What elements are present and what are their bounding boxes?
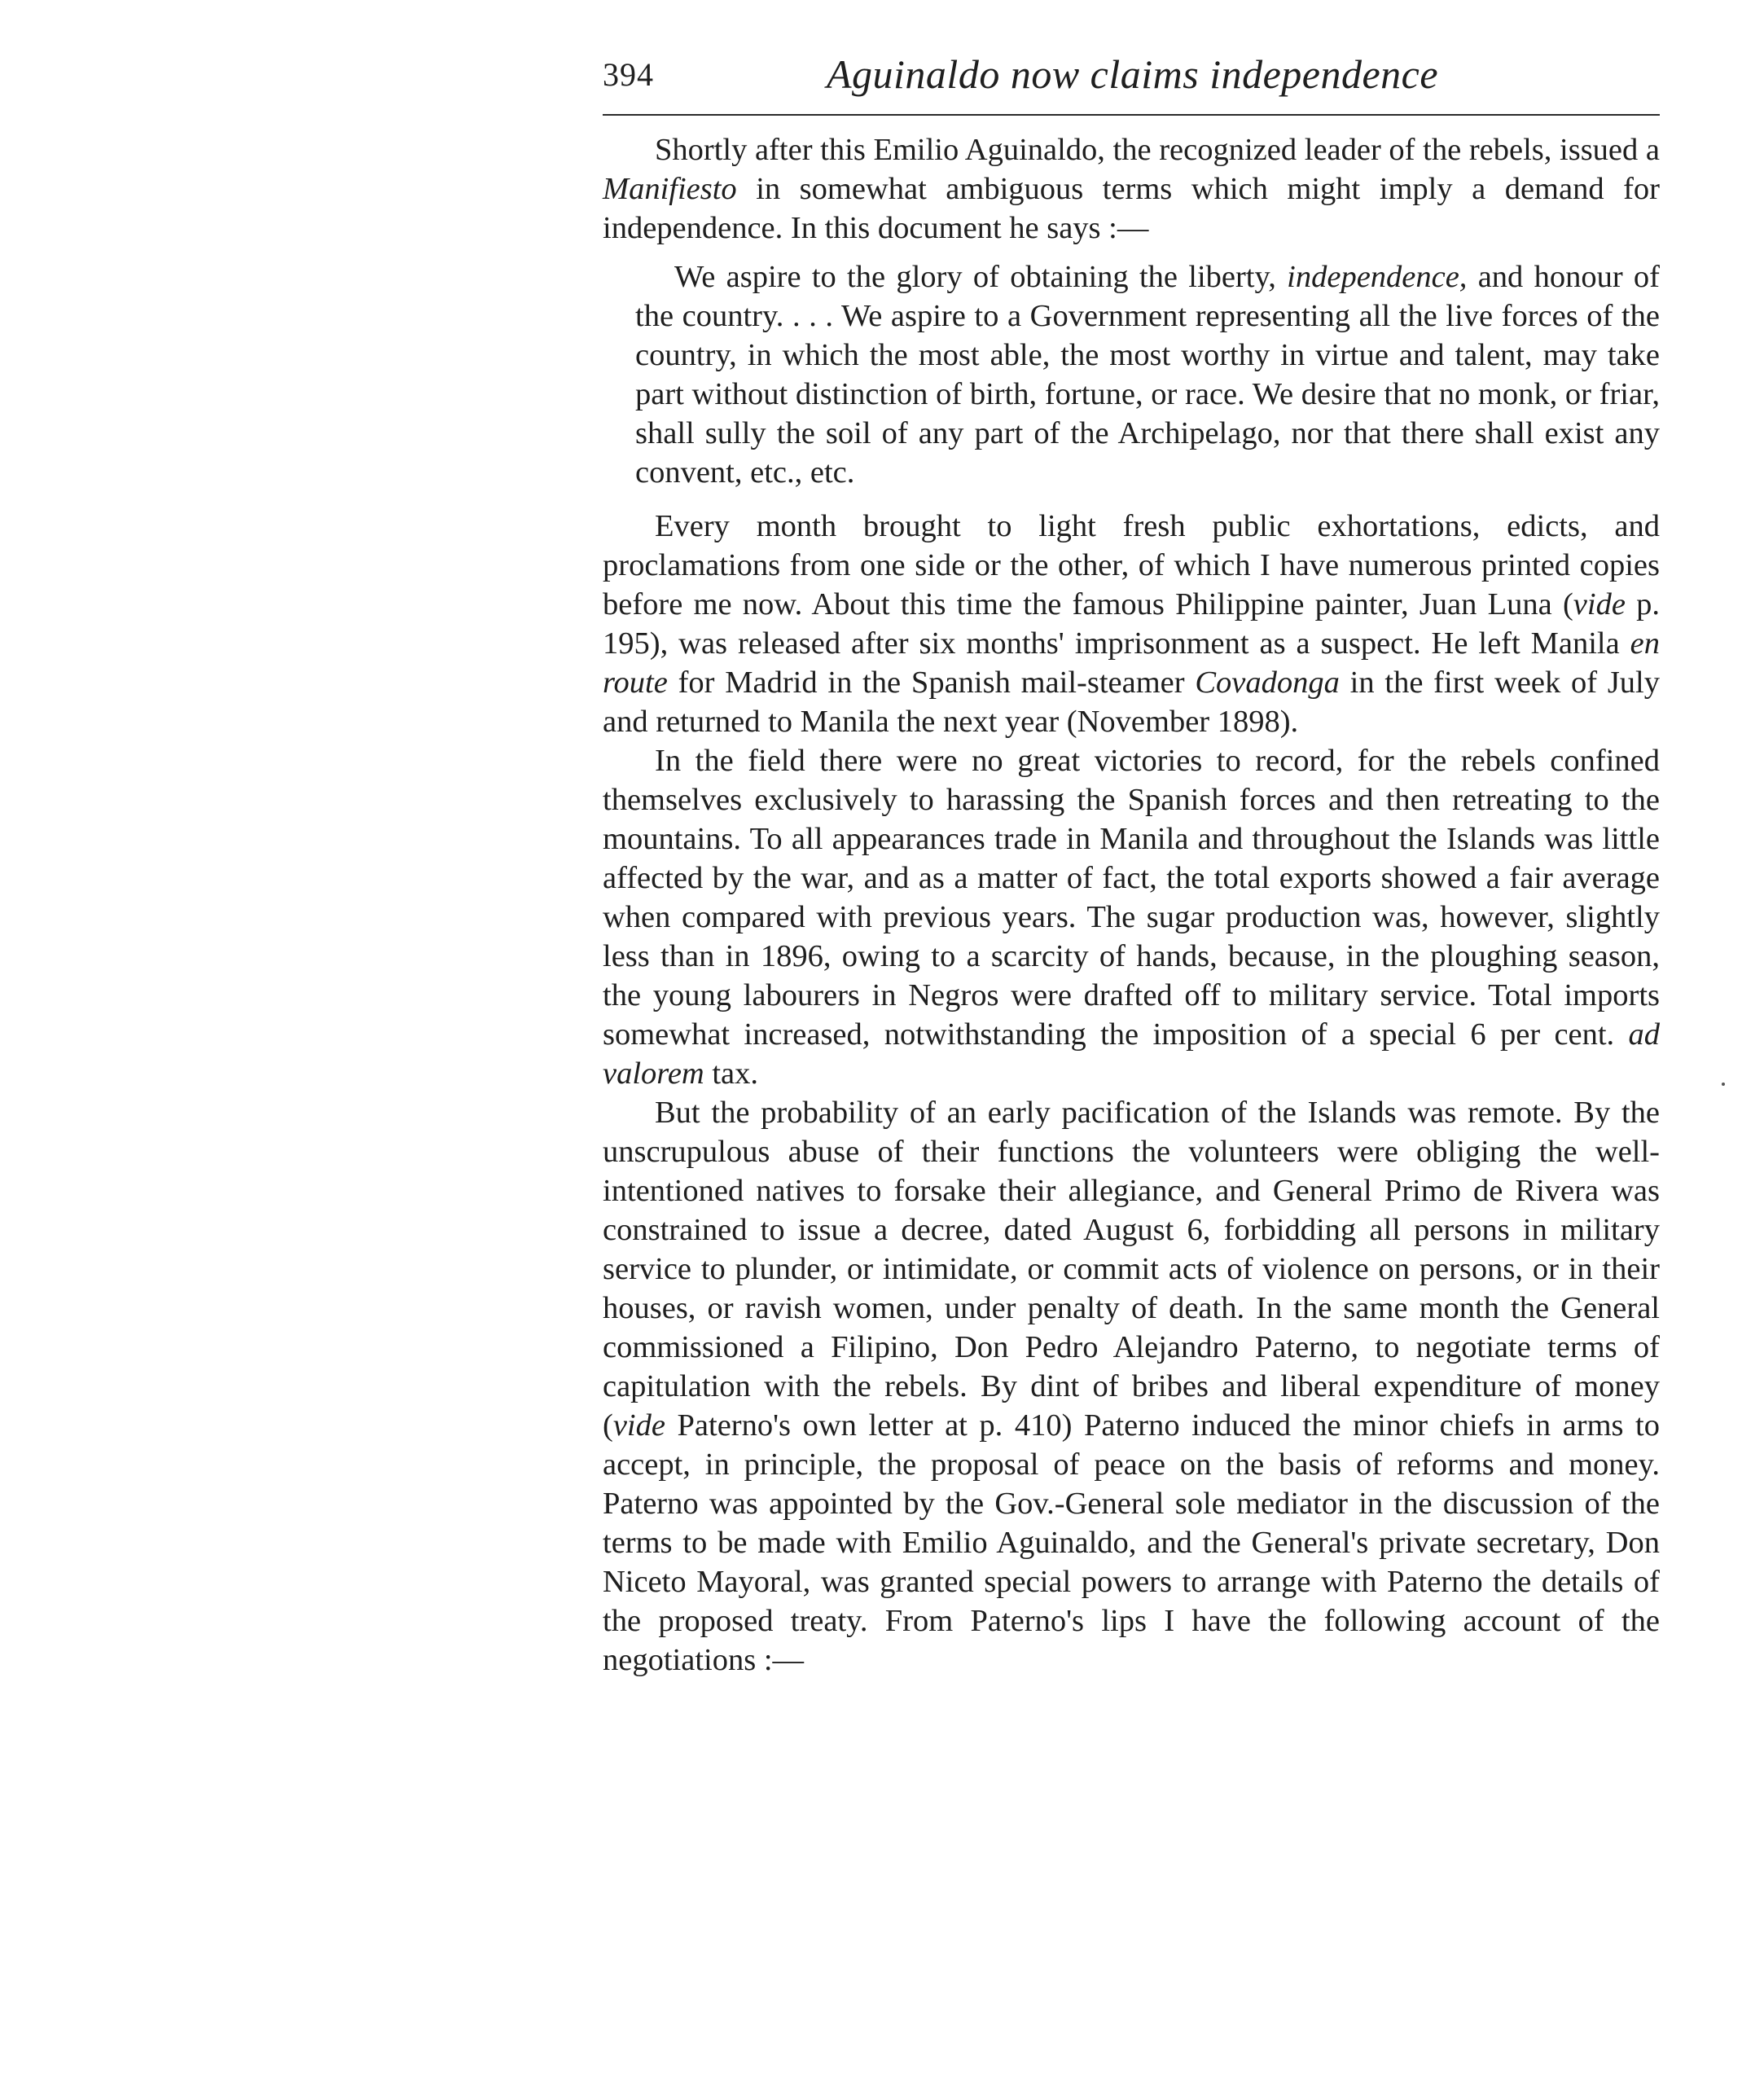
paragraph-field: In the field there were no great victories to record, for the rebels confined themselves exclusively to harassing the Spanish forces and then retreating to the mountains. To all appearances trade in Manila and throughout the Islands was little affected by the war, and as a matter of fact, the total exports showed a fair average when compared with previous years. The sugar production was, however, slightly less than in 1896, owing to a scarcity of hands, because, in the ploughing season, the young labourers in Negros were drafted off to military service. Total imports somewhat increased, notwithstanding the imposition of a special 6 per cent. ad valorem tax. xyxy=(603,744,1660,1091)
page-header xyxy=(603,51,1661,108)
page-number: 394 xyxy=(603,56,654,93)
block-quote xyxy=(635,257,1660,492)
paragraph-juan-luna: Every month brought to light fresh public exhortations, edicts, and proclamations from one side or the other, of which I have numerous printed copies before me now. About this time the famous Philippine painter, Juan Luna (vide p. 195), was released after six months' imprisonment as a suspect. He left Manila en route for Madrid in the Spanish mail-steamer Covadonga in the first week of July and returned to Manila the next year (November 1898). xyxy=(603,509,1661,739)
running-head: Aguinaldo now claims independence xyxy=(827,51,1439,97)
quote-text: We aspire to the glory of obtaining the liberty, independence, and honour of the country. . . . We aspire to a Government representing all the live forces of the country, in which the most able, the most worthy in virtue and talent, may take part without distinction of birth, fortune, or race. We desire that no monk, or friar, shall sully the soil of any part of the Archipelago, nor that there shall exist any convent, etc., etc. xyxy=(635,260,1660,490)
header-rule xyxy=(603,114,1660,116)
body-text xyxy=(603,130,1660,1680)
stray-ink-mark xyxy=(1722,1083,1725,1086)
paragraph-pacification: But the probability of an early pacification of the Islands was remote. By the unscrupulous abuse of their functions the volunteers were obliging the well-intentioned natives to forsake their allegiance, and General Primo de Rivera was constrained to issue a decree, dated August 6, forbidding all persons in military service to plunder, or intimidate, or commit acts of violence on persons, or in their houses, or ravish women, under penalty of death. In the same month the General commissioned a Filipino, Don Pedro Alejandro Paterno, to negotiate terms of capitulation with the rebels. By dint of bribes and liberal expenditure of money (vide Paterno's own letter at p. 410) Paterno induced the minor chiefs in arms to accept, in principle, the proposal of peace on the basis of reforms and money. Paterno was appointed by the Gov.-General sole mediator in the discussion of the terms to be made with Emilio Aguinaldo, and the General's private secretary, Don Niceto Mayoral, was granted special powers to arrange with Paterno the details of the proposed treaty. From Paterno's lips I have the following account of the negotiations :— xyxy=(603,1096,1660,1677)
paragraph-manifiesto: Shortly after this Emilio Aguinaldo, the recognized leader of the rebels, issued a Manifiesto in somewhat ambiguous terms which might imply a demand for independence. In this document he says :— xyxy=(603,133,1660,245)
